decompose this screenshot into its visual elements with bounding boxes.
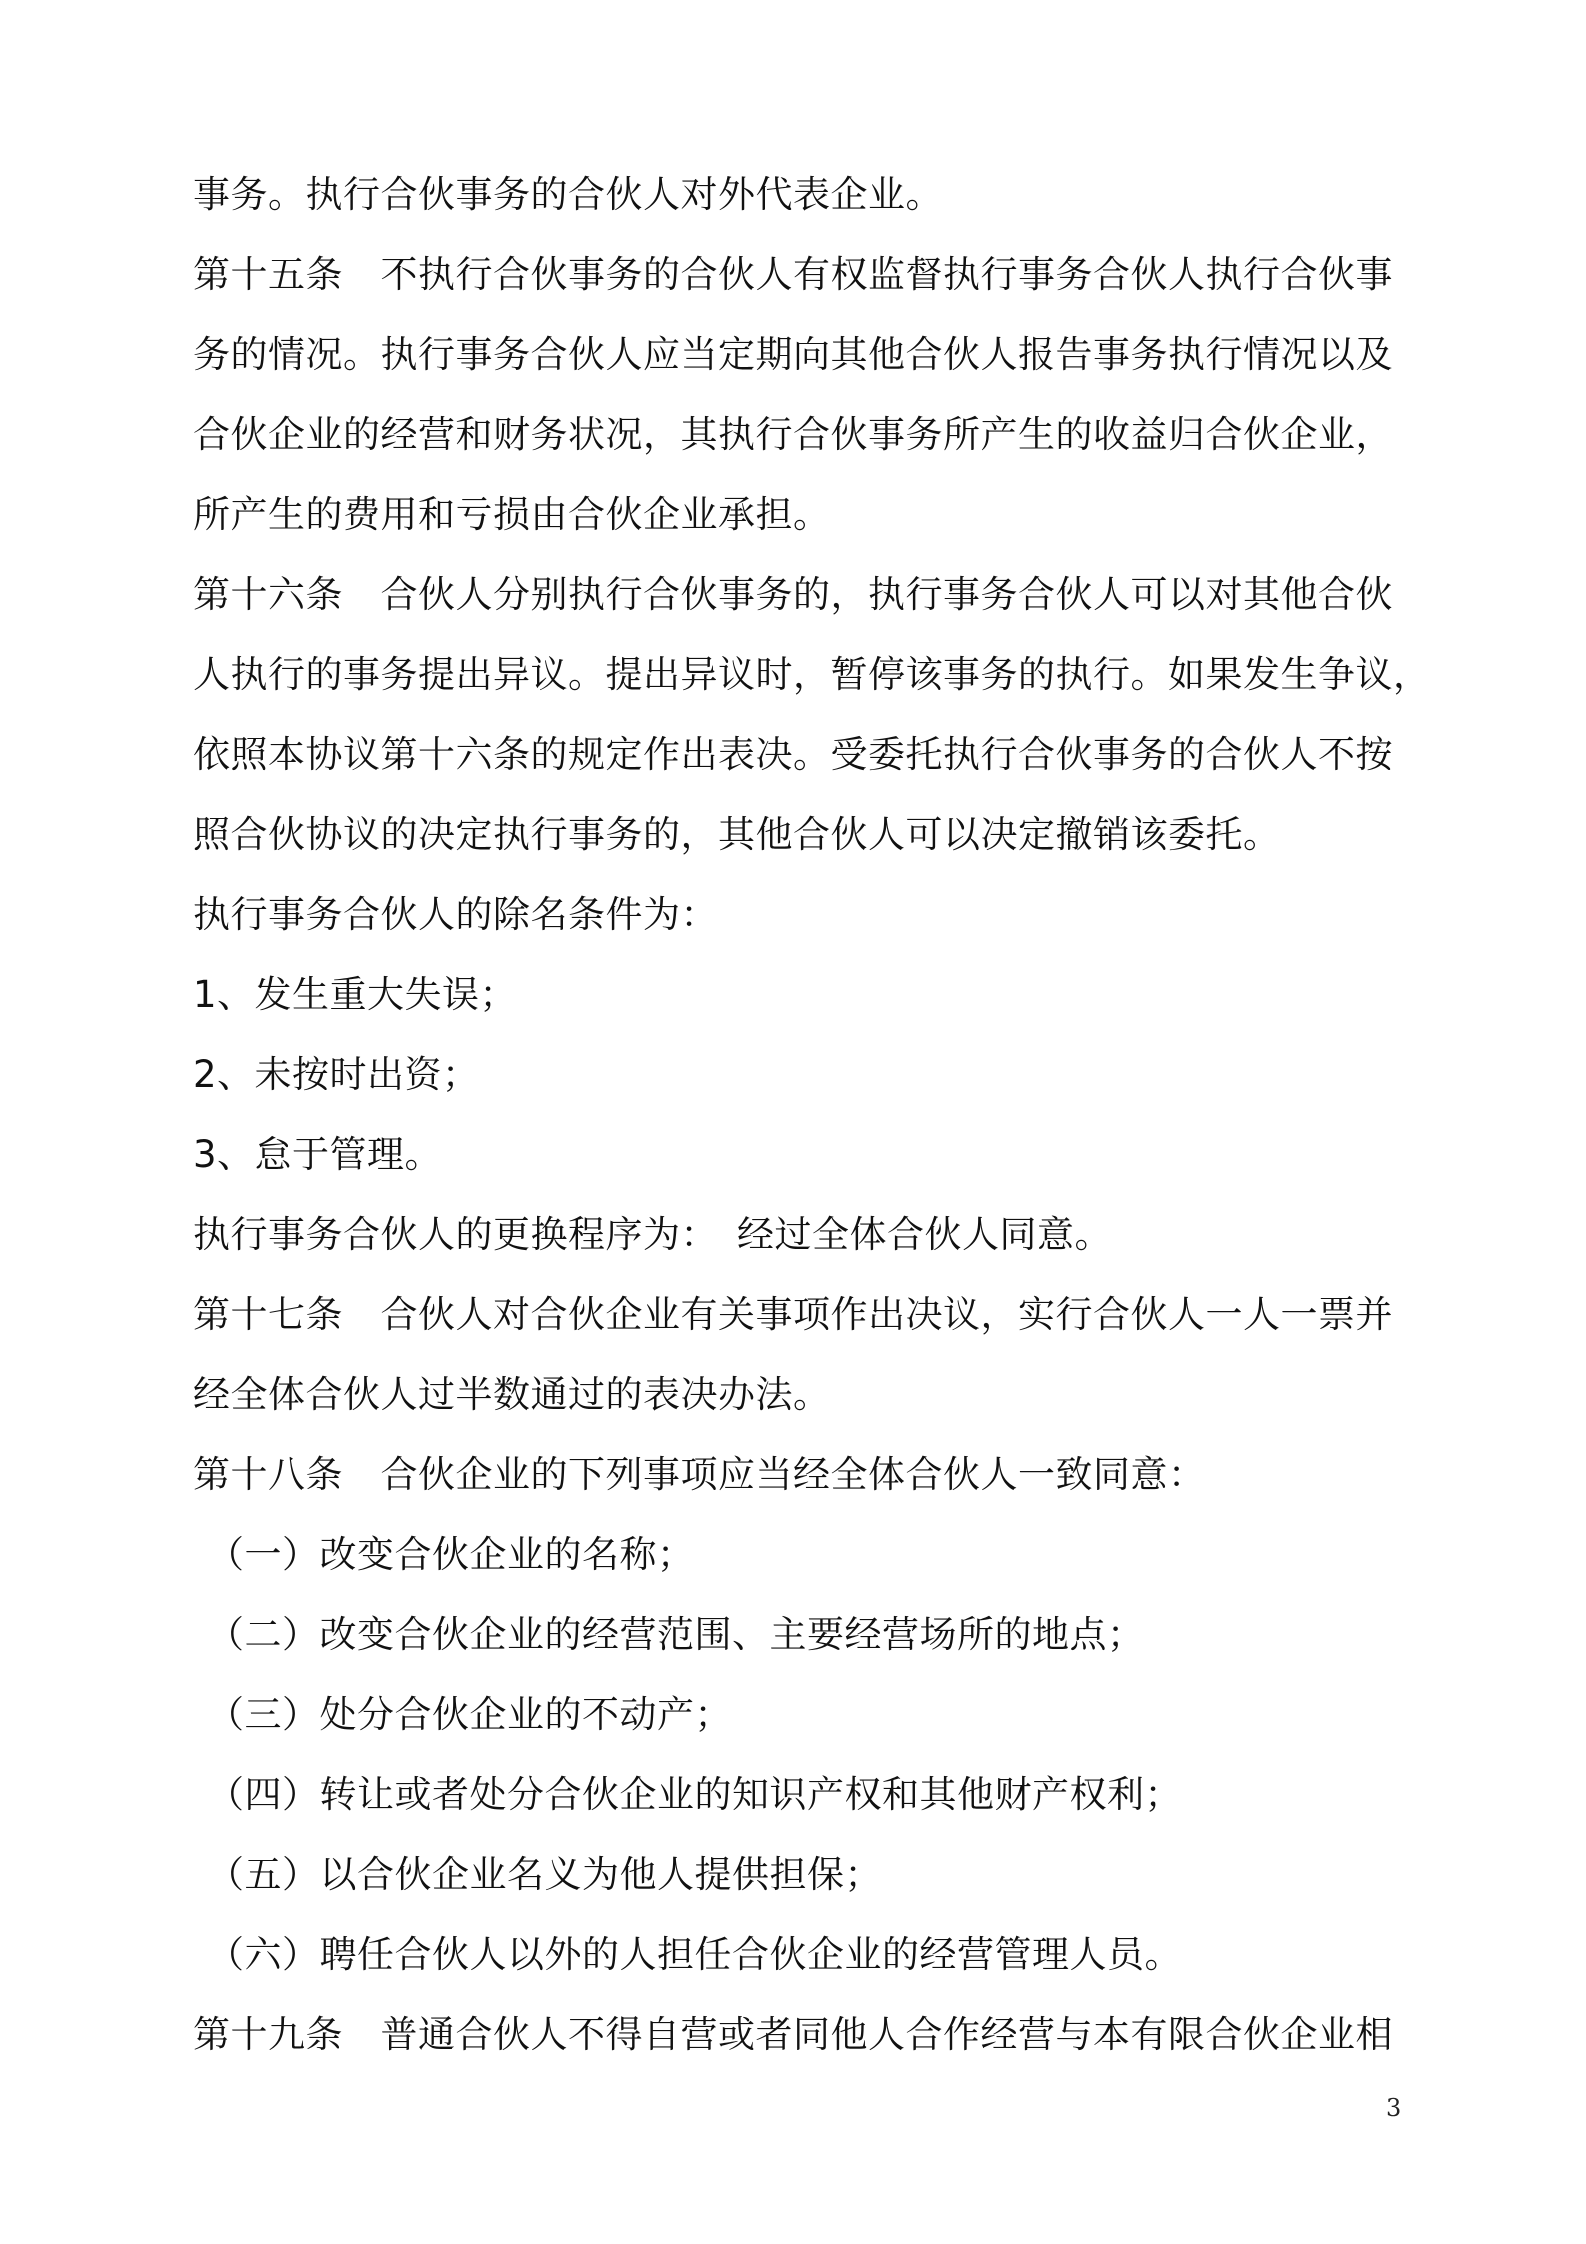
text-line: 照合伙协议的决定执行事务的，其他合伙人可以决定撤销该委托。 xyxy=(193,813,1281,856)
article-18-list-item: （四）转让或者处分合伙企业的知识产权和其他财产权利； xyxy=(207,1773,1182,1816)
removal-condition-item: 1、发生重大失误； xyxy=(193,973,518,1016)
text-line: 合伙企业的经营和财务状况，其执行合伙事务所产生的收益归合伙企业， xyxy=(193,413,1393,456)
article-17-heading-line: 第十七条 合伙人对合伙企业有关事项作出决议，实行合伙人一人一票并 xyxy=(193,1293,1393,1336)
text-line: 务的情况。执行事务合伙人应当定期向其他合伙人报告事务执行情况以及 xyxy=(193,333,1393,376)
page-number: 3 xyxy=(1386,2094,1402,2122)
removal-condition-item: 3、怠于管理。 xyxy=(193,1133,443,1176)
document-body xyxy=(193,155,1431,2075)
article-16-heading-line: 第十六条 合伙人分别执行合伙事务的，执行事务合伙人可以对其他合伙 xyxy=(193,573,1393,616)
replacement-procedure-line: 执行事务合伙人的更换程序为： 经过全体合伙人同意。 xyxy=(193,1213,1112,1256)
article-18-list-item: （五）以合伙企业名义为他人提供担保； xyxy=(207,1853,882,1896)
text-line: 事务。执行合伙事务的合伙人对外代表企业。 xyxy=(193,173,943,216)
removal-conditions-heading: 执行事务合伙人的除名条件为： xyxy=(193,893,718,936)
removal-condition-item: 2、未按时出资； xyxy=(193,1053,480,1096)
text-line: 依照本协议第十六条的规定作出表决。受委托执行合伙事务的合伙人不按 xyxy=(193,733,1393,776)
article-18-list-item: （一）改变合伙企业的名称； xyxy=(207,1533,695,1576)
article-18-list-item: （六）聘任合伙人以外的人担任合伙企业的经营管理人员。 xyxy=(207,1933,1182,1976)
text-line: 经全体合伙人过半数通过的表决办法。 xyxy=(193,1373,831,1416)
text-line: 人执行的事务提出异议。提出异议时，暂停该事务的执行。如果发生争议， xyxy=(193,653,1431,696)
article-19-heading-line: 第十九条 普通合伙人不得自营或者同他人合作经营与本有限合伙企业相 xyxy=(193,2013,1393,2056)
text-line: 所产生的费用和亏损由合伙企业承担。 xyxy=(193,493,831,536)
article-18-list-item: （二）改变合伙企业的经营范围、主要经营场所的地点； xyxy=(207,1613,1145,1656)
article-18-heading-line: 第十八条 合伙企业的下列事项应当经全体合伙人一致同意： xyxy=(193,1453,1206,1496)
article-18-list-item: （三）处分合伙企业的不动产； xyxy=(207,1693,732,1736)
article-15-heading-line: 第十五条 不执行合伙事务的合伙人有权监督执行事务合伙人执行合伙事 xyxy=(193,253,1393,296)
